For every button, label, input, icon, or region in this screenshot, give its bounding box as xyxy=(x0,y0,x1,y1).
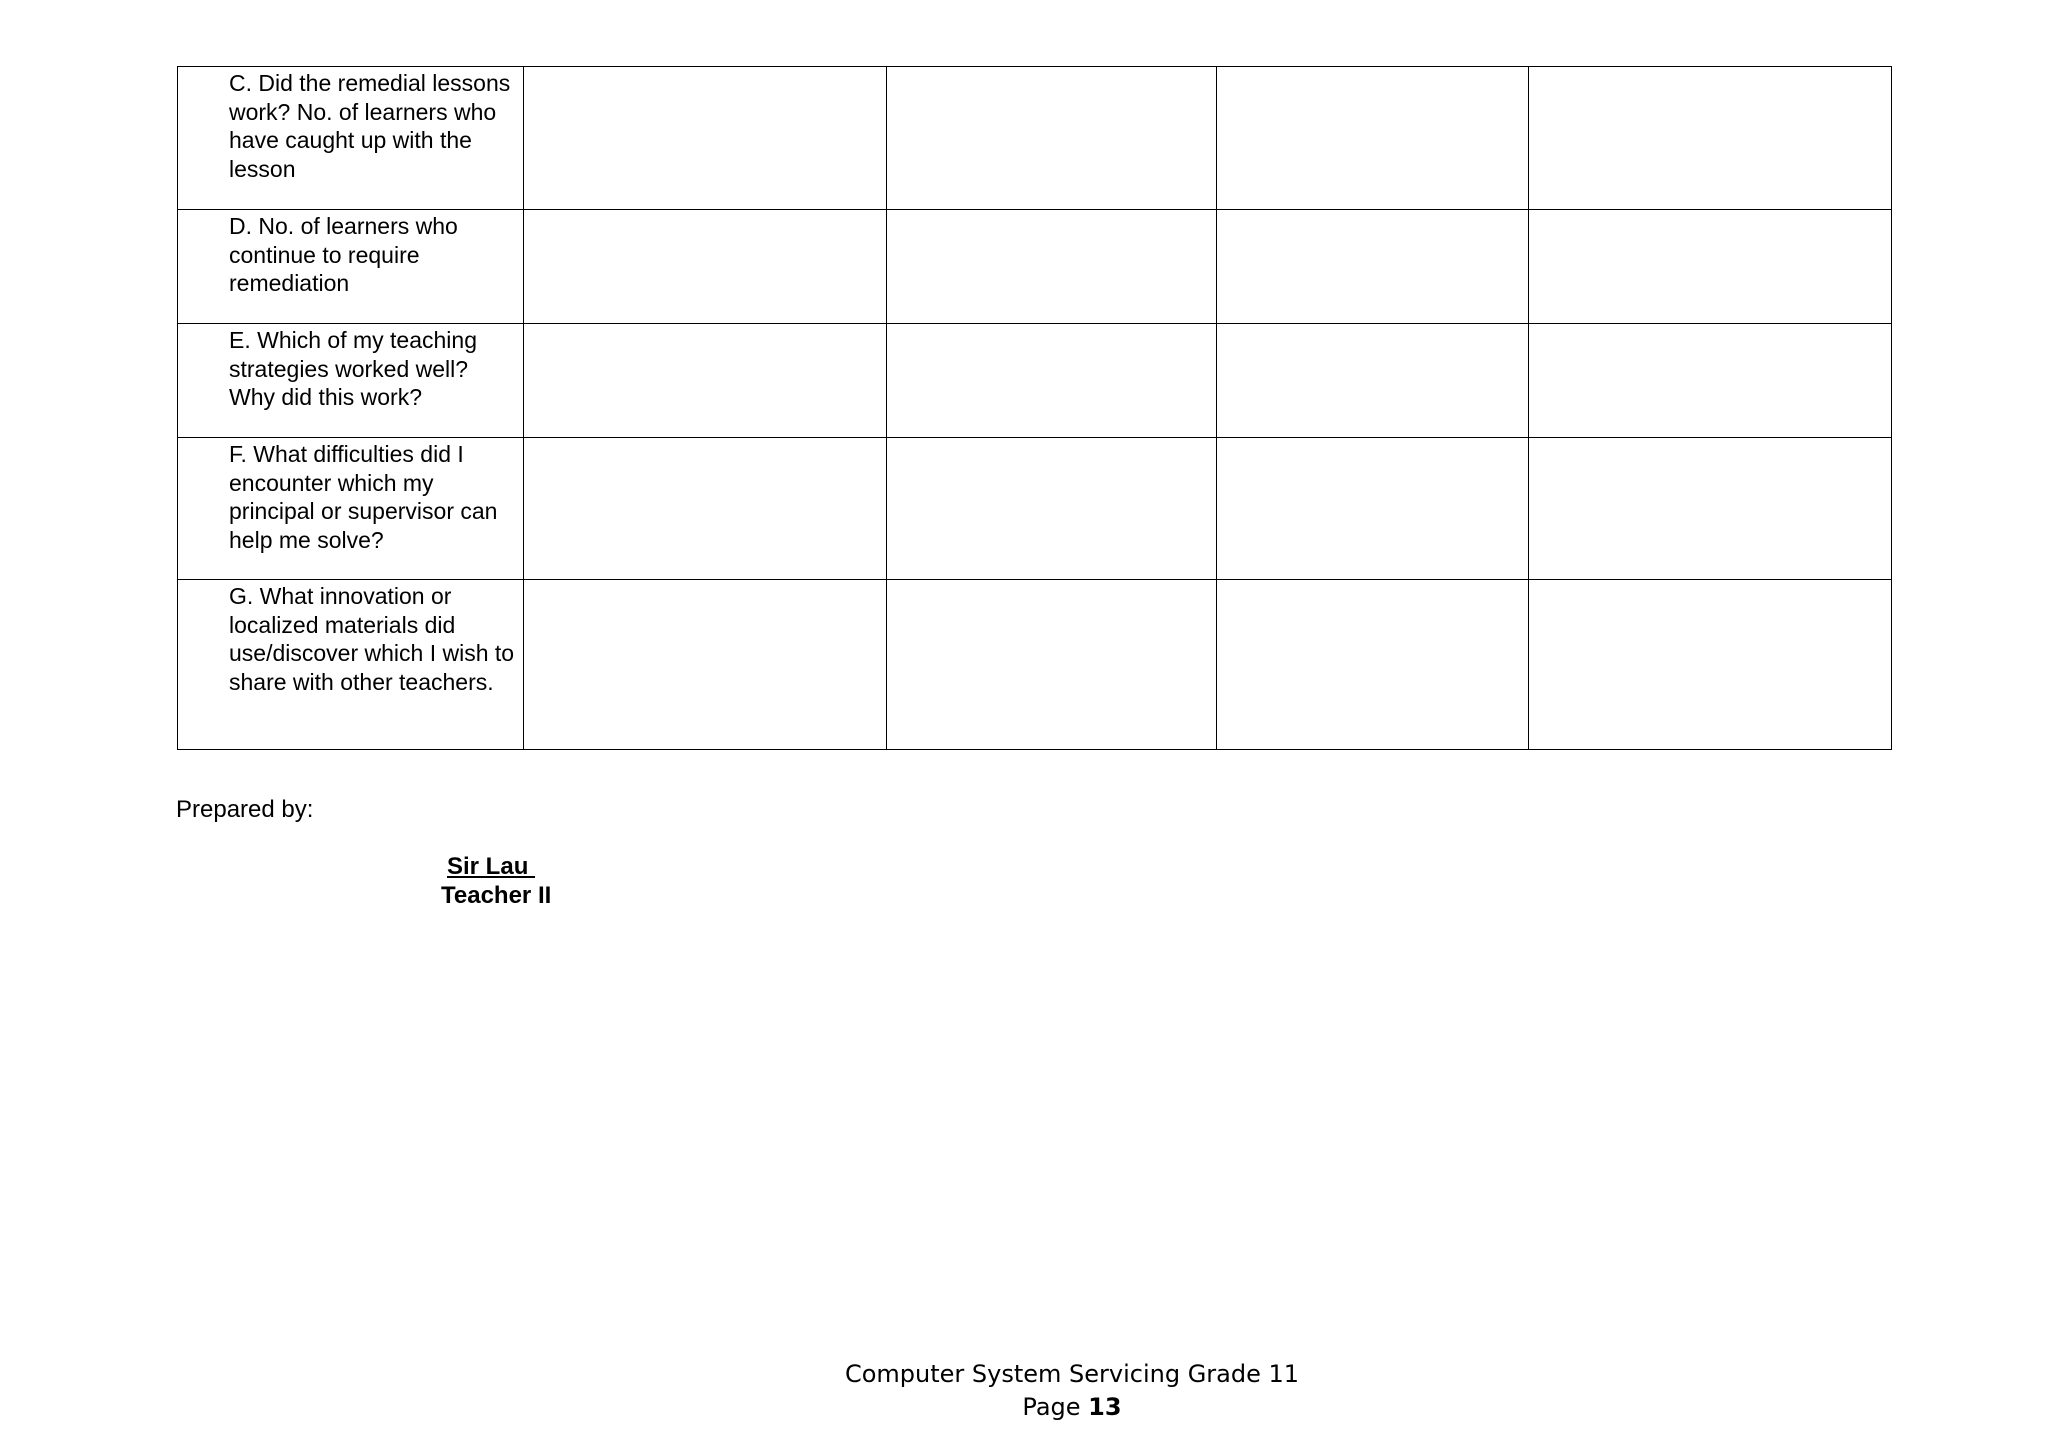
table-row xyxy=(178,67,1892,210)
table-cell[interactable] xyxy=(1217,67,1529,210)
page-footer xyxy=(0,1358,2048,1424)
table-cell[interactable] xyxy=(1529,438,1892,580)
row-label-f: F. What difficulties did I encounter which my principal or supervisor can help me solve? xyxy=(178,438,524,580)
table-cell[interactable] xyxy=(524,324,887,438)
table-cell[interactable] xyxy=(887,67,1217,210)
table-row xyxy=(178,210,1892,324)
row-label-g: G. What innovation or localized materials did use/discover which I wish to share with other teachers. xyxy=(178,580,524,750)
table-cell[interactable] xyxy=(887,210,1217,324)
table-row xyxy=(178,324,1892,438)
signatory-title: Teacher II xyxy=(441,882,552,909)
page-number: 13 xyxy=(1088,1393,1122,1421)
table-cell[interactable] xyxy=(1217,324,1529,438)
reflection-table xyxy=(177,66,1892,750)
table-cell[interactable] xyxy=(524,580,887,750)
table-cell[interactable] xyxy=(524,210,887,324)
prepared-by-label: Prepared by: xyxy=(176,796,314,823)
row-label-c: C. Did the remedial lessons work? No. of learners who have caught up with the lesson xyxy=(178,67,524,210)
signatory-name: Sir Lau xyxy=(447,853,536,880)
table-cell[interactable] xyxy=(1529,324,1892,438)
row-label-d: D. No. of learners who continue to require remediation xyxy=(178,210,524,324)
table-cell[interactable] xyxy=(1217,580,1529,750)
table-cell[interactable] xyxy=(887,580,1217,750)
footer-page xyxy=(0,1391,2048,1424)
table-row xyxy=(178,438,1892,580)
table-cell[interactable] xyxy=(524,438,887,580)
table-cell[interactable] xyxy=(1529,67,1892,210)
table-cell[interactable] xyxy=(524,67,887,210)
table-cell[interactable] xyxy=(1529,580,1892,750)
table-cell[interactable] xyxy=(1217,210,1529,324)
table-cell[interactable] xyxy=(887,438,1217,580)
table-cell[interactable] xyxy=(887,324,1217,438)
table-row xyxy=(178,580,1892,750)
table-cell[interactable] xyxy=(1529,210,1892,324)
footer-subject: Computer System Servicing Grade 11 xyxy=(844,1360,1300,1388)
table-cell[interactable] xyxy=(1217,438,1529,580)
row-label-e: E. Which of my teaching strategies worked well? Why did this work? xyxy=(178,324,524,438)
footer-page-label: Page xyxy=(1022,1393,1089,1421)
